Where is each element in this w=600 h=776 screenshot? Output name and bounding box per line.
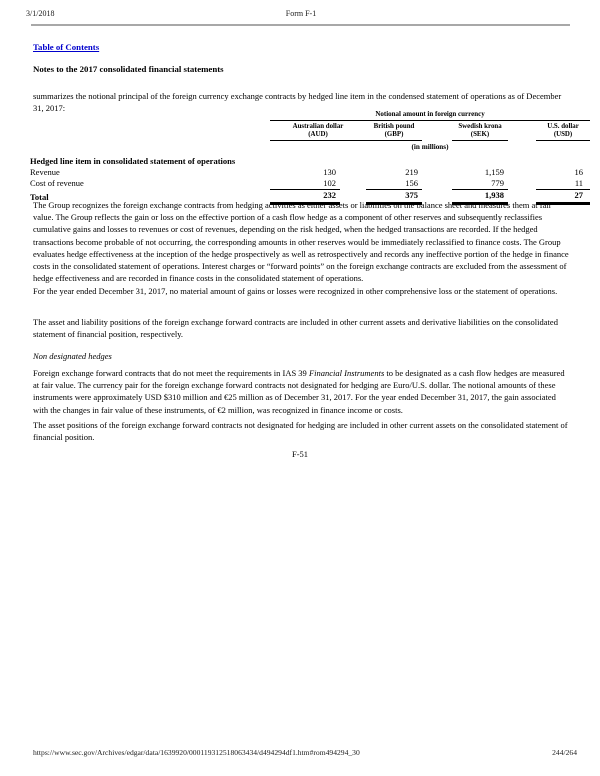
cell-value: 232	[270, 189, 340, 203]
body-paragraph-asset-positions: The asset positions of the foreign exchange forward contracts not designated for hedging are included in other current assets on the consolidated statement of financial position.	[33, 420, 568, 443]
group-header: Notional amount in foreign currency	[270, 110, 590, 120]
row-label: Cost of revenue	[30, 178, 84, 188]
section-label: Hedged line item in consolidated statement of operations	[30, 155, 236, 166]
notional-amount-table	[30, 110, 590, 205]
footer-url: https://www.sec.gov/Archives/edgar/data/1639920/000119312518063434/d494294df1.htm#rom494294_30	[33, 748, 360, 757]
cell-value: 130	[323, 166, 336, 177]
document-page-number: F-51	[291, 449, 309, 459]
column-header-usd: U.S. dollar (USD)	[536, 120, 590, 140]
print-form-title: Form F-1	[285, 9, 317, 18]
column-header-aud: Australian dollar (AUD)	[270, 120, 366, 140]
table-of-contents-link[interactable]: Table of Contents	[33, 42, 100, 52]
intro-paragraph: summarizes the notional principal of the foreign currency exchange contracts by hedged line item in the condensed statement of operations as of December 31, 2017:	[33, 91, 562, 114]
table-row-cost-of-revenue	[30, 178, 590, 190]
cell-value: 11	[536, 178, 590, 190]
table-row-revenue	[30, 167, 590, 178]
cell-value: 16	[574, 166, 584, 177]
cell-value: 27	[536, 189, 590, 203]
column-header-sek: Swedish krona (SEK)	[452, 120, 508, 140]
cell-value: 1,938	[452, 189, 508, 203]
italic-financial-instruments: Financial Instruments	[308, 368, 385, 378]
subheading-non-designated-hedges: Non designated hedges	[33, 351, 112, 361]
cell-value: 1,159	[484, 166, 504, 177]
table-column-header-row	[30, 120, 590, 140]
table-group-header-row	[30, 110, 590, 120]
notes-heading: Notes to the 2017 consolidated financial statements	[33, 64, 224, 74]
column-header-gbp: British pound (GBP)	[366, 120, 422, 140]
body-paragraph-year-ended: For the year ended December 31, 2017, no material amount of gains or losses were recognized in other comprehensive loss or the statement of operations.	[33, 286, 558, 296]
cell-value: 102	[270, 178, 340, 190]
cell-value: 375	[366, 189, 422, 203]
table-section-row	[30, 154, 590, 167]
cell-value: 219	[405, 166, 418, 177]
body-paragraph-hedge-accounting: The Group recognizes the foreign exchange contracts from hedging activities as either assets or liabilities on the balance sheet and measures them at fair value. The Group reflects the gain or loss on the effective portion of a cash flow hedge as a component of other reserves and subsequently reclassifies cumulative gains and losses to revenues or cost of revenues, depending on the risk hedged, when the hedged transactions are recorded. If the hedged transactions become probable of not occurring, the corresponding amounts in other reserves would be immediately reclassified to finance costs. The Group evaluates hedge effectiveness at the inception of the hedge prospectively as well as retrospectively and records any ineffective portion of the hedge in finance costs in the consolidated statement of operations. Interest charges or “forward points” on the foreign exchange contracts are excluded from the assessment of hedge effectiveness and are recorded in finance costs in the consolidated statement of operations.	[33, 200, 569, 284]
cell-value: 779	[452, 178, 508, 190]
row-label: Total	[30, 192, 49, 202]
cell-value: 156	[366, 178, 422, 190]
header-divider	[31, 24, 570, 26]
body-paragraph-non-designated: Foreign exchange forward contracts that do not meet the requirements in IAS 39 Financial Instruments to be designated as a cash flow hedges are measured at fair value. The currency pair for the foreign exchange forward contracts not designated for hedging are Euro/U.S. dollar. The notional amounts of these instruments were approximately USD $310 million and €25 million as of December 31, 2017. For the year ended December 31, 2017, the gain associated with the changes in fair value of these instruments, of €2 million, was recognized in finance income or costs.	[33, 368, 565, 415]
units-note: (in millions)	[411, 142, 449, 151]
print-date: 3/1/2018	[26, 9, 55, 18]
body-paragraph-asset-liability: The asset and liability positions of the foreign exchange forward contracts are included in other current assets and derivative liabilities on the consolidated statement of financial position, respectively.	[33, 317, 558, 340]
table-units-row	[30, 140, 590, 154]
row-label: Revenue	[30, 166, 60, 177]
footer-page-indicator: 244/264	[552, 748, 577, 757]
